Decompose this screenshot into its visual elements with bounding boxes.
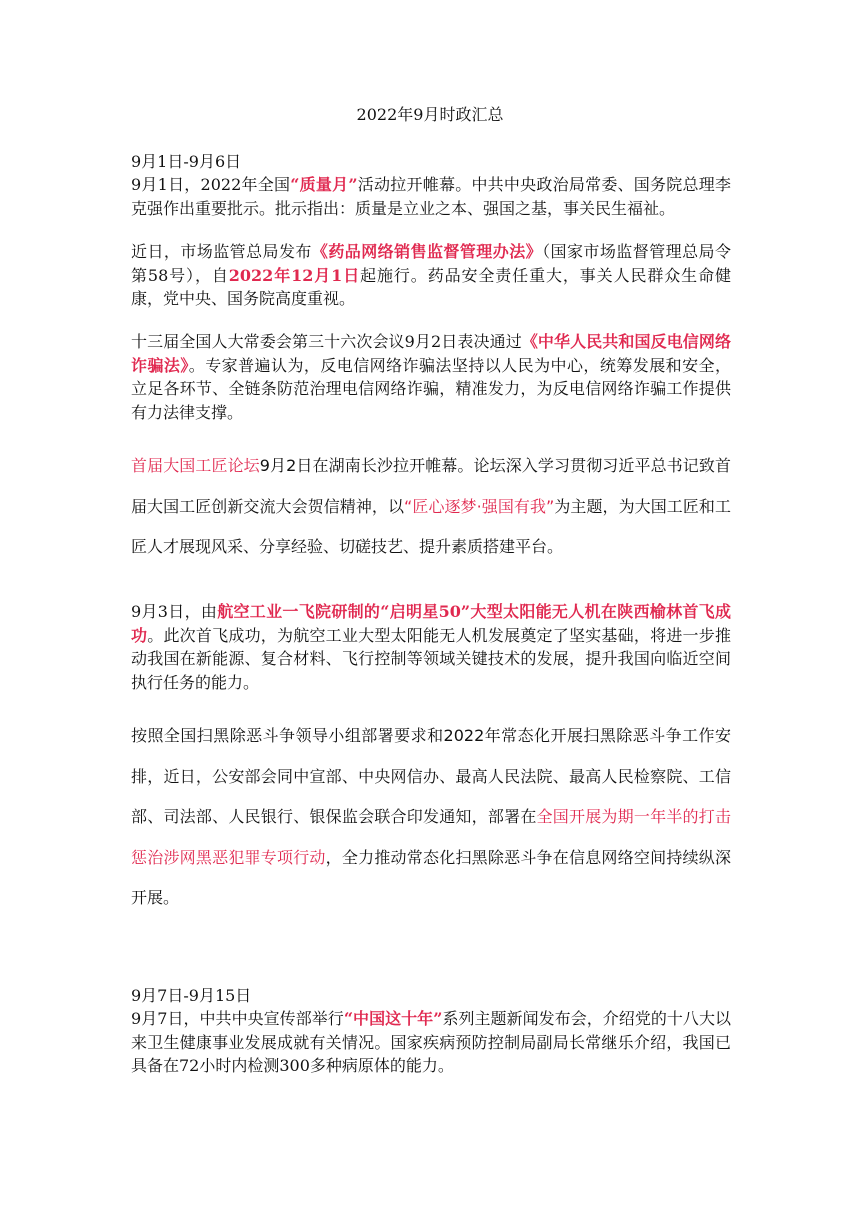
text-run: 9月1日，2022年全国: [131, 175, 291, 194]
text-run: （国家市场监督管理总局令第58号），自: [131, 242, 731, 285]
text-run: 。专家普遍认为，反电信网络诈骗法坚持以人民为中心，统筹发展和安全，立足各环节、全链条防范治理电信网络诈骗，精准发力，为反电信网络诈骗工作提供有力法律支撑。: [131, 355, 731, 422]
text-run: 近日，市场监管总局发布: [131, 242, 312, 261]
text-run: 起施行。药品安全责任重大，事关人民群众生命健康，党中央、国务院高度重视。: [131, 265, 731, 308]
text-run: 活动拉开帷幕。中共中央政治局常委、国务院总理李克强作出重要批示。批示指出：质量是立业之本、强国之基，事关民生福祉。: [131, 175, 731, 218]
paragraph-craftsman-forum: [131, 446, 731, 568]
text-run: 按照全国扫黑除恶斗争领导小组部署要求和2022年常态化开展扫黑除恶斗争工作安排，近日，公安部会同中宣部、中央网信办、最高人民法院、最高人民检察院、工信部、司法部、人民银行、银保监会联合印发通知，部署在: [131, 726, 731, 826]
section-date-2: 9月7日-9月15日: [131, 986, 252, 1005]
highlight-forum-theme: “匠心逐梦·强国有我”: [404, 496, 555, 516]
highlight-solar-drone: 航空工业一飞院研制的“启明星50”大型太阳能无人机在陕西榆林首飞成功: [131, 602, 731, 645]
text-run: 9月7日，中共中央宣传部举行: [131, 1009, 344, 1028]
text-run: 为主题，为大国工匠和工匠人才展现风采、分享经验、切磋技艺、提升素质搭建平台。: [131, 496, 731, 556]
highlight-decade: “中国这十年”: [343, 1009, 443, 1028]
text-run: 十三届全国人大常委会第三十六次会议9月2日表决通过: [131, 332, 522, 351]
highlight-quality-month: “质量月”: [290, 175, 358, 194]
paragraph-drug-regulation: [131, 240, 731, 311]
highlight-drug-regulation: 《药品网络销售监督管理办法》: [311, 242, 543, 261]
text-run: 9月3日，由: [131, 602, 218, 621]
page-title: 2022年9月时政汇总: [356, 105, 504, 124]
paragraph-anti-crime-campaign: [131, 716, 731, 919]
paragraph-quality-month: [131, 173, 731, 220]
paragraph-anti-fraud-law: [131, 330, 731, 424]
highlight-anti-fraud-law: 《中华人民共和国反电信网络诈骗法》: [131, 332, 731, 375]
text-run: 系列主题新闻发布会，介绍党的十八大以来卫生健康事业发展成就有关情况。国家疾病预防控制局副局长常继乐介绍，我国已具备在72小时内检测300多种病原体的能力。: [131, 1009, 731, 1075]
text-run: ，全力推动常态化扫黑除恶斗争在信息网络空间持续纵深开展。: [131, 847, 731, 907]
paragraph-decade-press: [131, 1007, 731, 1078]
text-run: 9月2日在湖南长沙拉开帷幕。论坛深入学习贯彻习近平总书记致首届大国工匠创新交流大会贺信精神，以: [131, 456, 731, 516]
highlight-campaign: 全国开展为期一年半的打击惩治涉网黑恶犯罪专项行动: [131, 807, 731, 867]
text-run: 。此次首飞成功，为航空工业大型太阳能无人机发展奠定了坚实基础，将进一步推动我国在新能源、复合材料、飞行控制等领域关键技术的发展，提升我国向临近空间执行任务的能力。: [131, 625, 731, 692]
paragraph-solar-drone: [131, 600, 731, 694]
section-date-1: 9月1日-9月6日: [131, 152, 242, 171]
highlight-craftsman-forum: 首届大国工匠论坛: [131, 456, 260, 475]
highlight-effective-date: 2022年12月1日: [228, 265, 361, 285]
